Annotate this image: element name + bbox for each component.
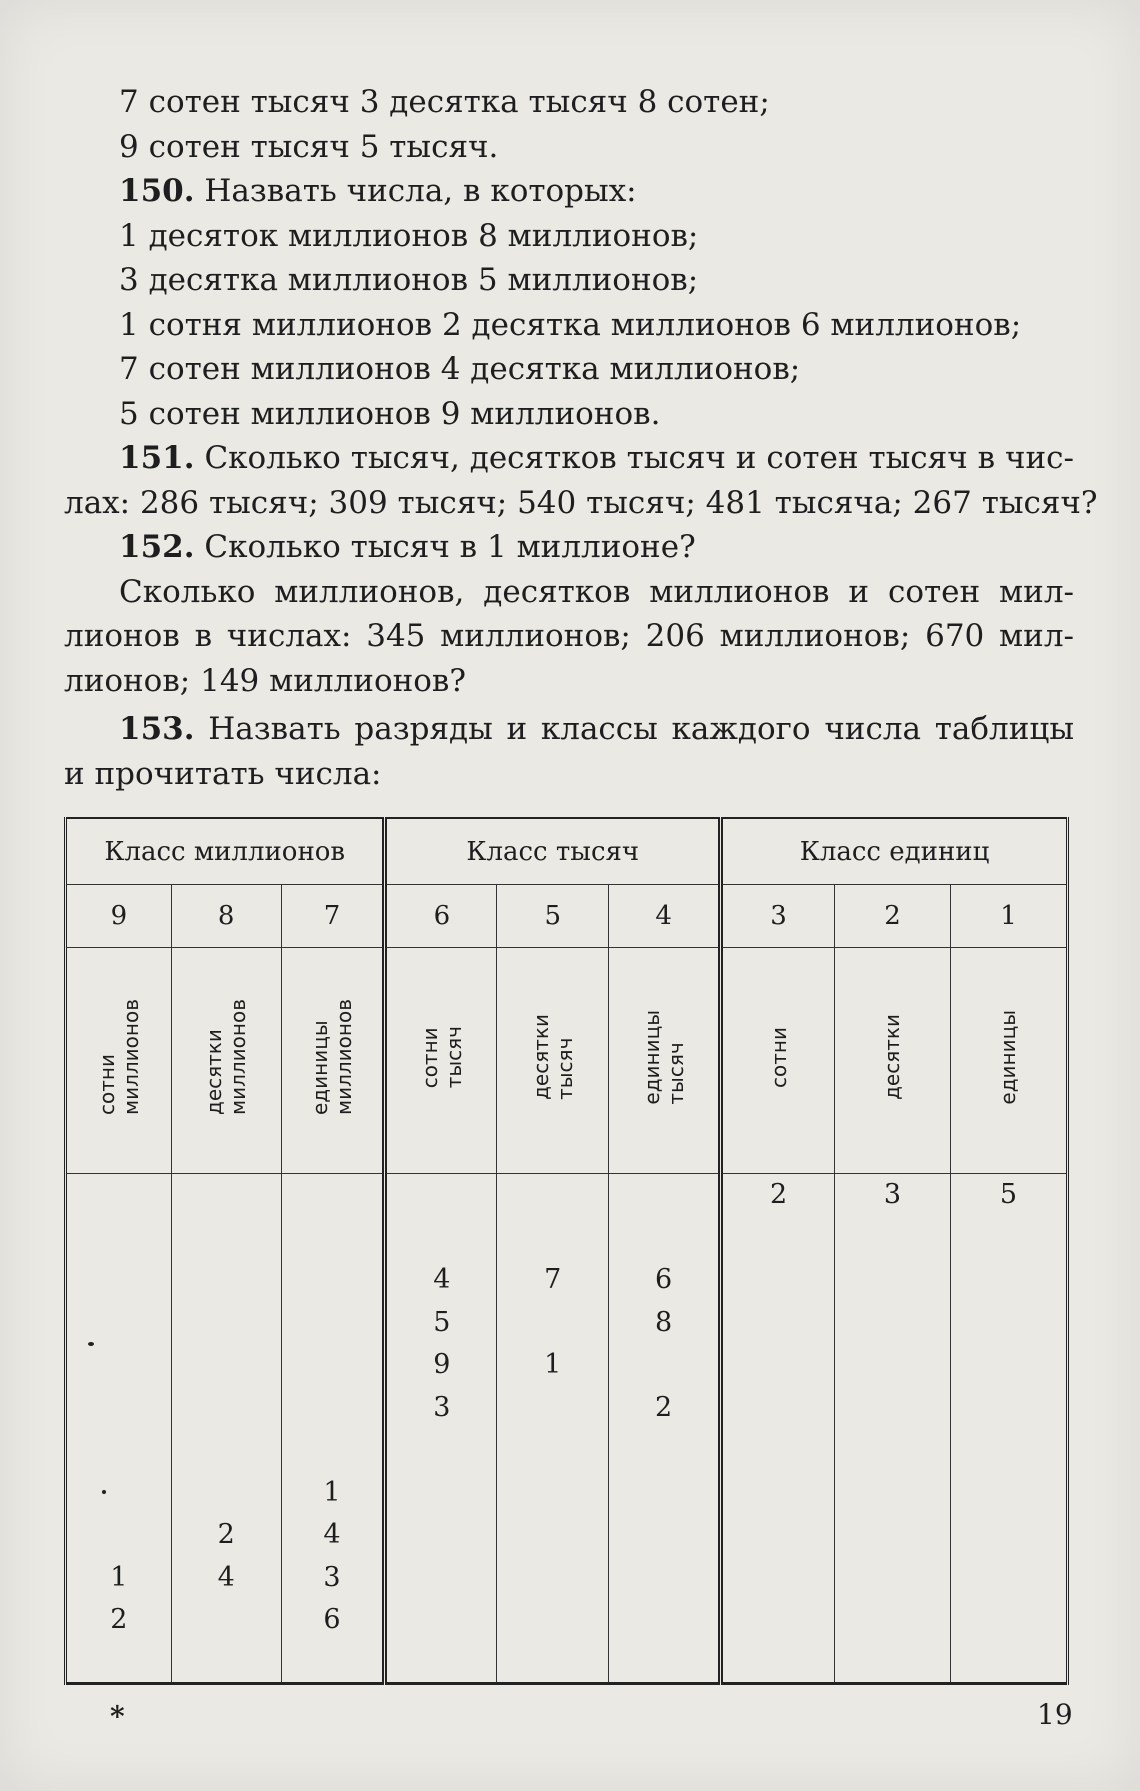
digit-cell: 2 (110, 1604, 128, 1635)
rank-label: единицы (950, 948, 1067, 1174)
page-number: 19 (1037, 1698, 1073, 1731)
text-line: 9 сотен тысяч 5 тысяч. (119, 128, 499, 165)
digit-column (171, 1174, 281, 1684)
rank-number: 5 (497, 885, 609, 948)
digit-cell: 4 (433, 1264, 451, 1295)
digit-column (497, 1174, 609, 1684)
digit-cell: 2 (217, 1519, 235, 1550)
digit-cell: 8 (655, 1306, 673, 1338)
digit-cell: 7 (544, 1264, 562, 1295)
digit-column (721, 1174, 835, 1684)
rank-number: 3 (721, 885, 835, 948)
digit-cell: 4 (323, 1519, 341, 1550)
text-line: 1 сотня миллионов 2 десятка миллионов 6 миллионов; (119, 306, 1022, 343)
digit-cell: 2 (769, 1179, 788, 1210)
digit-cell: 6 (323, 1604, 341, 1635)
rank-number-row (66, 885, 1068, 948)
footer-mark: * (110, 1700, 125, 1733)
digit-cell: 5 (999, 1179, 1018, 1210)
rank-label: единицы тысяч (609, 948, 721, 1174)
problem-number: 152. (119, 529, 195, 565)
text-line: лионов; 149 миллионов? (64, 662, 467, 699)
rank-number: 6 (385, 885, 497, 948)
text-line (64, 169, 1074, 214)
digit-cell: 1 (323, 1476, 341, 1508)
problem-number: 153. (119, 711, 195, 747)
digit-cell: 2 (655, 1391, 673, 1423)
digit-column (281, 1174, 385, 1684)
digit-cell: 5 (433, 1306, 451, 1338)
problem-text: Сколько тысяч в 1 миллионе? (204, 529, 696, 565)
rank-number: 4 (609, 885, 721, 948)
text-line: 1 десяток миллионов 8 миллионов; (119, 217, 699, 254)
rank-label: десятки миллионов (171, 948, 281, 1174)
problem-text: Сколько тысяч, десятков тысяч и сотен тысяч в чис- (204, 440, 1074, 476)
digit-cell: 3 (883, 1179, 902, 1210)
problem-text: Назвать разряды и классы каждого числа таблицы (208, 711, 1074, 747)
rank-label: сотни тысяч (385, 948, 497, 1174)
rank-number: 1 (950, 885, 1067, 948)
class-header: Класс миллионов (66, 818, 385, 885)
problem-text: Назвать числа, в которых: (204, 173, 637, 209)
text-line: 7 сотен тысяч 3 десятка тысяч 8 сотен; (119, 84, 770, 120)
digit-cell: 9 (433, 1349, 451, 1380)
digit-column (609, 1174, 721, 1684)
text-line: 3 десятка миллионов 5 миллионов; (119, 262, 699, 298)
print-speck (102, 1490, 106, 1494)
rank-label: сотни (721, 948, 835, 1174)
rank-number: 9 (66, 885, 172, 948)
text-line (64, 436, 1074, 481)
rank-number: 7 (281, 885, 385, 948)
class-header-row (66, 818, 1068, 885)
text-line: и прочитать числа: (64, 755, 382, 792)
digit-cell: 3 (433, 1391, 451, 1423)
class-header: Класс единиц (721, 818, 1068, 885)
digit-column (385, 1174, 497, 1684)
class-header: Класс тысяч (385, 818, 721, 885)
text-line: 7 сотен миллионов 4 десятка миллионов; (119, 351, 801, 387)
digit-cell: 4 (217, 1561, 235, 1593)
problem-number: 150. (119, 173, 195, 209)
rank-label: десятки (835, 948, 951, 1174)
digit-cell: 6 (655, 1264, 673, 1295)
digit-cell: 3 (323, 1561, 341, 1593)
text-line (64, 525, 1074, 570)
rank-number: 8 (171, 885, 281, 948)
rank-label: единицы миллионов (281, 948, 385, 1174)
digit-cell: 1 (110, 1561, 128, 1593)
print-speck (88, 1342, 94, 1346)
rank-label: сотни миллионов (66, 948, 172, 1174)
digits-row (66, 1174, 1068, 1684)
digit-column (835, 1174, 951, 1684)
text-line: 5 сотен миллионов 9 миллионов. (119, 395, 661, 432)
rank-number: 2 (835, 885, 951, 948)
problem-number: 151. (119, 440, 195, 476)
text-line: лионов в числах: 345 миллионов; 206 миллионов; 670 мил- (64, 618, 1074, 654)
digit-column (66, 1174, 172, 1684)
text-line (64, 707, 1074, 752)
digit-column (950, 1174, 1067, 1684)
text-line: Сколько миллионов, десятков миллионов и сотен мил- (119, 573, 1074, 610)
rank-label-row (66, 948, 1068, 1174)
text-line: лах: 286 тысяч; 309 тысяч; 540 тысяч; 481 тысяча; 267 тысяч? (64, 484, 1098, 521)
rank-label: десятки тысяч (497, 948, 609, 1174)
place-value-table (64, 817, 1069, 1685)
digit-cell: 1 (544, 1349, 562, 1380)
page-text (64, 80, 1098, 796)
